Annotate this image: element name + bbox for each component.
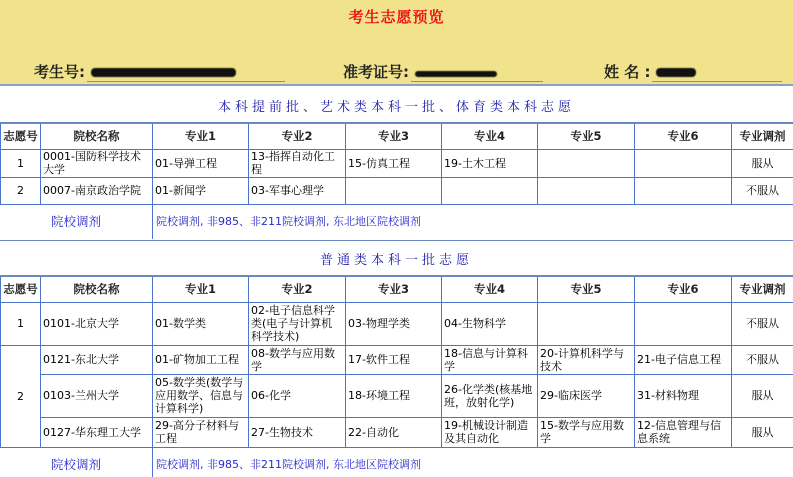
redacted-mark (656, 68, 696, 77)
major-4 (442, 177, 538, 204)
redacted-mark (91, 68, 236, 77)
name-field (604, 60, 782, 82)
name-label: 姓 名 : (604, 63, 651, 81)
major-5: 15-数学与应用数学 (538, 417, 635, 447)
col-header: 专业6 (635, 123, 732, 149)
choice-number: 1 (1, 302, 41, 345)
school-adjust-value: 院校调剂, 非985、非211院校调剂, 东北地区院校调剂 (152, 203, 793, 239)
major-1: 01-矿物加工工程 (153, 345, 249, 374)
col-header: 专业5 (538, 276, 635, 302)
major-6: 31-材料物理 (635, 374, 732, 417)
major-4: 26-化学类(核基地班，放射化学) (442, 374, 538, 417)
major-3: 18-环境工程 (346, 374, 442, 417)
major-6: 21-电子信息工程 (635, 345, 732, 374)
section2-school-adjust (0, 446, 793, 477)
major-1: 01-导弹工程 (153, 149, 249, 177)
major-3 (346, 177, 442, 204)
section1-table (0, 122, 793, 205)
major-2: 27-生物技术 (249, 417, 346, 447)
candidate-number-label: 考生号: (34, 63, 85, 81)
major-3: 15-仿真工程 (346, 149, 442, 177)
major-2: 13-指挥自动化工程 (249, 149, 346, 177)
school-name: 0127-华东理工大学 (41, 417, 153, 447)
choice-number: 2 (1, 345, 41, 447)
major-4: 19-土木工程 (442, 149, 538, 177)
major-2: 06-化学 (249, 374, 346, 417)
major-adjust: 服从 (732, 149, 793, 177)
major-2: 08-数学与应用数学 (249, 345, 346, 374)
student-info-header (0, 0, 793, 86)
admission-ticket-label: 准考证号: (343, 63, 409, 81)
table-header-row (1, 123, 793, 149)
major-1: 01-新闻学 (153, 177, 249, 204)
redacted-mark (415, 71, 497, 77)
major-1: 29-高分子材料与工程 (153, 417, 249, 447)
major-6: 12-信息管理与信息系统 (635, 417, 732, 447)
major-2: 02-电子信息科学类(电子与计算机科学技术) (249, 302, 346, 345)
choice-number: 1 (1, 149, 41, 177)
col-header: 志愿号 (1, 123, 41, 149)
major-adjust: 不服从 (732, 345, 793, 374)
col-header: 专业4 (442, 123, 538, 149)
table-header-row (1, 276, 793, 302)
candidate-number-value (87, 62, 285, 82)
major-6 (635, 149, 732, 177)
school-name: 0101-北京大学 (41, 302, 153, 345)
major-adjust: 服从 (732, 417, 793, 447)
section2-title: 普通类本科一批志愿 (319, 253, 473, 268)
major-4: 04-生物科学 (442, 302, 538, 345)
col-header: 专业调剂 (732, 276, 793, 302)
school-name: 0103-兰州大学 (41, 374, 153, 417)
school-name: 0121-东北大学 (41, 345, 153, 374)
col-header: 专业4 (442, 276, 538, 302)
page-title: 考生志愿预览 (348, 8, 445, 26)
candidate-number-field (34, 60, 285, 82)
major-5 (538, 177, 635, 204)
table-row (1, 149, 793, 177)
admission-ticket-value (411, 62, 543, 82)
major-4: 19-机械设计制造及其自动化 (442, 417, 538, 447)
major-5 (538, 302, 635, 345)
col-header: 专业2 (249, 276, 346, 302)
col-header: 专业3 (346, 123, 442, 149)
col-header: 专业6 (635, 276, 732, 302)
section1-title: 本科提前批、艺术类本科一批、体育类本科志愿 (217, 100, 575, 115)
choice-number: 2 (1, 177, 41, 204)
col-header: 专业1 (153, 123, 249, 149)
col-header: 院校名称 (41, 123, 153, 149)
section2-table (0, 275, 793, 448)
school-adjust-label: 院校调剂 (50, 214, 101, 229)
col-header: 院校名称 (41, 276, 153, 302)
table-row (1, 374, 793, 417)
table-row (1, 177, 793, 204)
name-value (652, 62, 782, 82)
major-3: 17-软件工程 (346, 345, 442, 374)
major-1: 01-数学类 (153, 302, 249, 345)
section1-school-adjust (0, 203, 793, 239)
col-header: 专业1 (153, 276, 249, 302)
col-header: 志愿号 (1, 276, 41, 302)
major-adjust: 不服从 (732, 177, 793, 204)
major-6 (635, 302, 732, 345)
table-row (1, 417, 793, 447)
table-row (1, 302, 793, 345)
major-3: 22-自动化 (346, 417, 442, 447)
admission-ticket-field (343, 60, 543, 82)
major-5: 20-计算机科学与技术 (538, 345, 635, 374)
col-header: 专业3 (346, 276, 442, 302)
divider (0, 240, 793, 241)
school-name: 0007-南京政治学院 (41, 177, 153, 204)
major-5 (538, 149, 635, 177)
col-header: 专业5 (538, 123, 635, 149)
major-6 (635, 177, 732, 204)
major-adjust: 服从 (732, 374, 793, 417)
table-row (1, 345, 793, 374)
col-header: 专业2 (249, 123, 346, 149)
major-3: 03-物理学类 (346, 302, 442, 345)
major-4: 18-信息与计算科学 (442, 345, 538, 374)
major-adjust: 不服从 (732, 302, 793, 345)
major-1: 05-数学类(数学与应用数学、信息与计算科学) (153, 374, 249, 417)
major-2: 03-军事心理学 (249, 177, 346, 204)
major-5: 29-临床医学 (538, 374, 635, 417)
school-adjust-value: 院校调剂, 非985、非211院校调剂, 东北地区院校调剂 (152, 446, 793, 477)
school-adjust-label: 院校调剂 (50, 457, 101, 472)
school-name: 0001-国防科学技术大学 (41, 149, 153, 177)
col-header: 专业调剂 (732, 123, 793, 149)
